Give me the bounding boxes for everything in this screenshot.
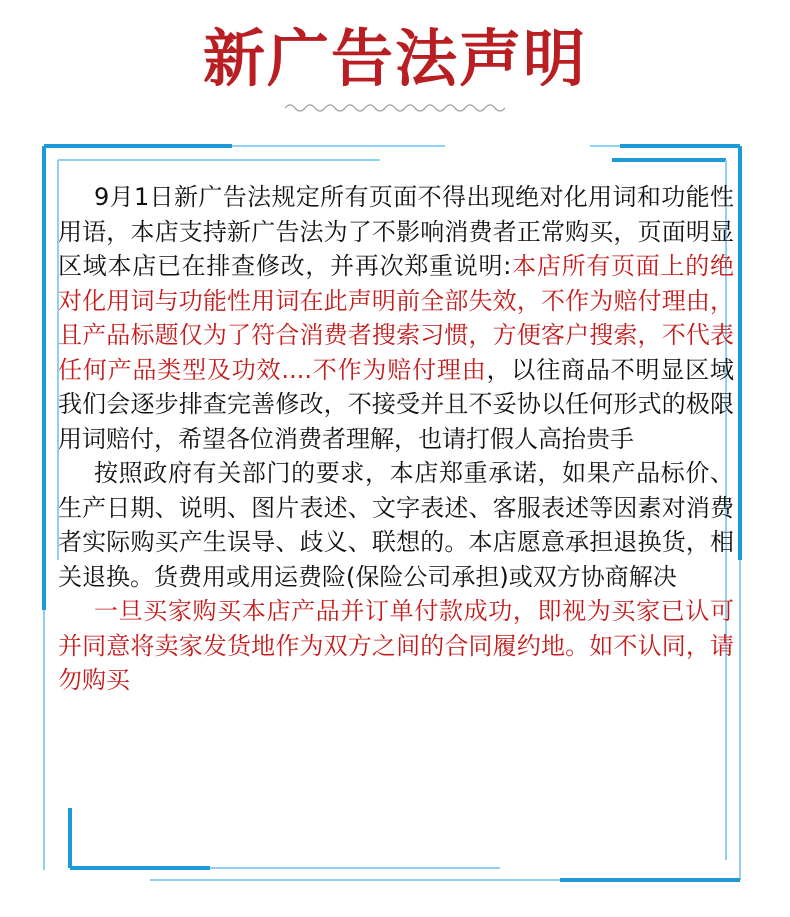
paragraph-3: 一旦买家购买本店产品并订单付款成功，即视为买家已认可并同意将卖家发货地作为双方之间的合同履约地。如不认同，请勿购买 xyxy=(58,597,734,694)
page-title: 新广告法声明 xyxy=(202,22,587,95)
paragraph-1 xyxy=(58,180,734,456)
paragraph-2: 按照政府有关部门的要求，本店郑重承诺，如果产品标价、生产日期、说明、图片表述、文字表述、客服表述等因素对消费者实际购买产生误导、歧义、联想的。本店愿意承担退换货，相关退换。货费用或用运费险(保险公司承担)或双方协商解决 xyxy=(58,459,734,591)
paragraph-1-text-a: 9月1日新广告法规定所有页面不得出现绝对化用词和功能性用语，本店支持新广告法为了不影响消费者正常购买，页面明显区域本店已在排查修改，并再次郑重说明: xyxy=(58,183,734,280)
paragraph-1-text-b: ，以往商品不明显区域我们会逐步排查完善修改，不接受并且不妥协以任何形式的极限用词赔付，希望各位消费者理解，也请打假人高抬贵手 xyxy=(58,355,734,453)
wave-divider xyxy=(285,102,505,114)
paragraph-1-highlight: 本店所有页面上的绝对化用词与功能性用词在此声明前全部失效，不作为赔付理由，且产品标题仅为了符合消费者搜索习惯，方便客户搜索，不代表任何产品类型及功效....不作为赔付理由 xyxy=(58,252,734,384)
statement-body xyxy=(58,180,734,698)
